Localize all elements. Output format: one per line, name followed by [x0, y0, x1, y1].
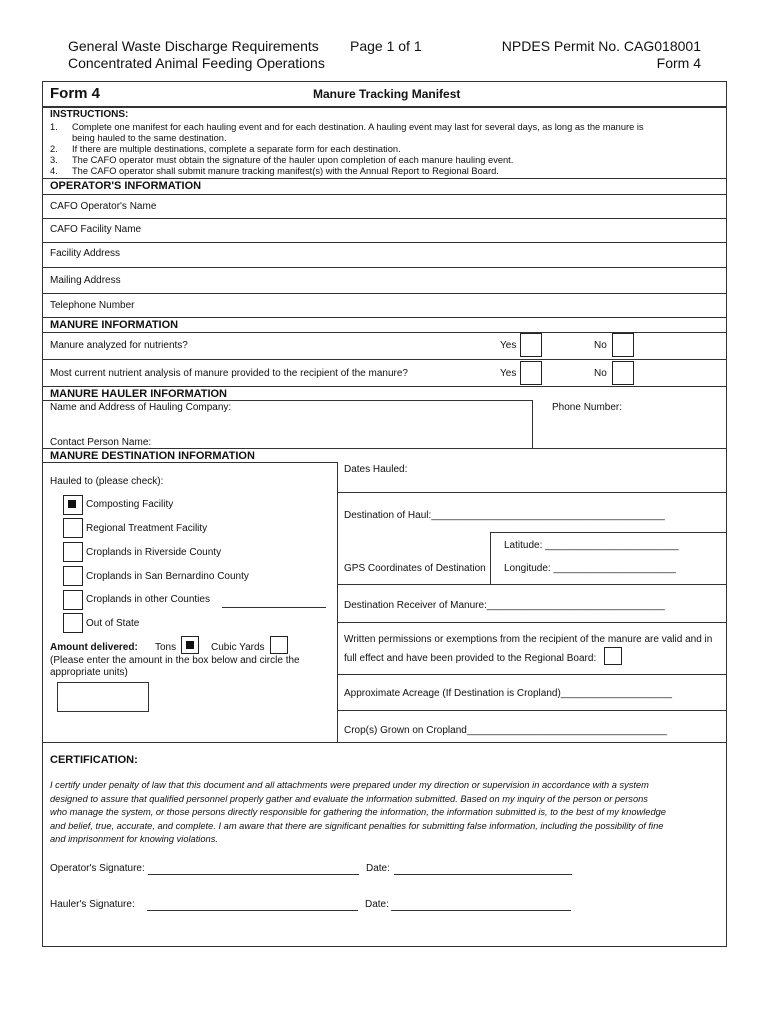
- composting-label: Composting Facility: [86, 499, 174, 510]
- hauler-signature-label: Hauler's Signature:: [50, 899, 135, 910]
- latitude-field[interactable]: Latitude: ________________________: [504, 540, 679, 551]
- san-bernardino-label: Croplands in San Bernardino County: [86, 571, 249, 582]
- amount-note-line1: (Please enter the amount in the box below and circle the: [50, 655, 300, 666]
- hauler-phone-field[interactable]: Phone Number:: [552, 402, 623, 413]
- written-permissions-checkbox[interactable]: [604, 647, 622, 665]
- certification-line: I certify under penalty of law that this document and all attachments were prepared under my direction or supervision in accordance with a system: [50, 780, 649, 790]
- instruction-item: 4. The CAFO operator shall submit manure tracking manifest(s) with the Annual Report to Regional Board.: [50, 166, 499, 176]
- san-bernardino-checkbox[interactable]: [63, 566, 83, 586]
- composting-checkbox[interactable]: [63, 495, 83, 515]
- no-label: No: [594, 368, 607, 379]
- hauler-heading: MANURE HAULER INFORMATION: [50, 388, 228, 400]
- tons-label: Tons: [155, 642, 177, 653]
- facility-address-field[interactable]: Facility Address: [50, 248, 121, 259]
- hauler-signature-line[interactable]: [147, 910, 358, 911]
- nutrient-analysis-yes-checkbox[interactable]: [520, 361, 542, 385]
- amount-note-line2: appropriate units): [50, 667, 128, 678]
- operator-date-label: Date:: [366, 863, 390, 874]
- contact-person-field[interactable]: Contact Person Name:: [50, 437, 152, 448]
- instruction-item: 1. Complete one manifest for each hauling event and for each destination. A hauling event may last for several days, as long as the manure is: [50, 122, 644, 132]
- instructions-heading: INSTRUCTIONS:: [50, 109, 129, 120]
- treatment-facility-label: Regional Treatment Facility: [86, 523, 208, 534]
- written-permissions-line2: full effect and have been provided to the Regional Board:: [344, 653, 597, 664]
- crops-field[interactable]: Crop(s) Grown on Cropland____________________________________: [344, 725, 668, 736]
- operator-signature-line[interactable]: [148, 874, 359, 875]
- dates-hauled-field[interactable]: Dates Hauled:: [344, 464, 408, 475]
- page-number: Page 1 of 1: [350, 38, 422, 54]
- form-number: Form 4: [50, 85, 101, 102]
- permit-number: NPDES Permit No. CAG018001: [501, 38, 701, 54]
- certification-line: who manage the system, or those persons directly responsible for gathering the information, the information submitted is, to the best of my knowledge: [50, 807, 666, 817]
- riverside-checkbox[interactable]: [63, 542, 83, 562]
- manure-analyzed-yes-checkbox[interactable]: [520, 333, 542, 357]
- acreage-field[interactable]: Approximate Acreage (If Destination is Cropland)____________________: [344, 688, 673, 699]
- yes-label: Yes: [500, 340, 517, 351]
- header-left-line2: Concentrated Animal Feeding Operations: [68, 55, 325, 71]
- certification-text: [50, 779, 725, 847]
- amount-input-box[interactable]: [57, 682, 149, 712]
- instruction-item: 2. If there are multiple destinations, complete a separate form for each destination.: [50, 144, 401, 154]
- facility-name-field[interactable]: CAFO Facility Name: [50, 224, 142, 235]
- treatment-facility-checkbox[interactable]: [63, 518, 83, 538]
- telephone-field[interactable]: Telephone Number: [50, 300, 135, 311]
- form-title: Manure Tracking Manifest: [313, 87, 461, 101]
- amount-delivered-label: Amount delivered:: [50, 642, 138, 653]
- out-of-state-checkbox[interactable]: [63, 613, 83, 633]
- instruction-item: being hauled to the same destination.: [72, 133, 227, 143]
- destination-of-haul-field[interactable]: Destination of Haul:__________________________________________: [344, 510, 665, 521]
- hauler-date-line[interactable]: [391, 910, 571, 911]
- tons-checkbox[interactable]: [181, 636, 199, 654]
- cubic-yards-label: Cubic Yards: [211, 642, 265, 653]
- operator-heading: OPERATOR'S INFORMATION: [50, 180, 202, 192]
- nutrient-analysis-no-checkbox[interactable]: [612, 361, 634, 385]
- riverside-label: Croplands in Riverside County: [86, 547, 222, 558]
- other-counties-label: Croplands in other Counties: [86, 594, 210, 605]
- manure-info-heading: MANURE INFORMATION: [50, 319, 179, 331]
- out-of-state-label: Out of State: [86, 618, 140, 629]
- gps-label: GPS Coordinates of Destination: [344, 563, 486, 574]
- certification-line: and belief, true, accurate, and complete. I am aware that there are significant penalties for submitting false information, including the possibility of fine: [50, 820, 664, 831]
- destination-heading: MANURE DESTINATION INFORMATION: [50, 450, 255, 462]
- receiver-field[interactable]: Destination Receiver of Manure:________________________________: [344, 600, 665, 611]
- instruction-item: 3. The CAFO operator must obtain the signature of the hauler upon completion of each manure hauling event.: [50, 155, 514, 165]
- header-left-line1: General Waste Discharge Requirements: [68, 38, 319, 54]
- operator-signature-label: Operator's Signature:: [50, 863, 145, 874]
- mailing-address-field[interactable]: Mailing Address: [50, 275, 121, 286]
- hauled-to-label: Hauled to (please check):: [50, 476, 164, 487]
- certification-line: designed to assure that qualified personnel properly gather and evaluate the information submitted. Based on my inquiry of the person or persons: [50, 793, 648, 804]
- certification-line: and imprisonment for knowing violations.: [50, 834, 218, 844]
- header-form-number: Form 4: [656, 55, 701, 71]
- written-permissions-line1: Written permissions or exemptions from the recipient of the manure are valid and in: [344, 634, 713, 645]
- form-title-bar: [42, 81, 727, 107]
- instructions-list: [50, 121, 720, 176]
- nutrient-analysis-question: Most current nutrient analysis of manure provided to the recipient of the manure?: [50, 368, 408, 379]
- manure-analyzed-question: Manure analyzed for nutrients?: [50, 340, 188, 351]
- operator-date-line[interactable]: [394, 874, 572, 875]
- yes-label: Yes: [500, 368, 517, 379]
- cubic-yards-checkbox[interactable]: [270, 636, 288, 654]
- certification-heading: CERTIFICATION:: [50, 754, 138, 766]
- manure-analyzed-no-checkbox[interactable]: [612, 333, 634, 357]
- operator-name-field[interactable]: CAFO Operator's Name: [50, 201, 157, 212]
- no-label: No: [594, 340, 607, 351]
- longitude-field[interactable]: Longitude: ______________________: [504, 563, 676, 574]
- other-counties-checkbox[interactable]: [63, 590, 83, 610]
- other-counties-line[interactable]: [222, 607, 326, 608]
- hauler-date-label: Date:: [365, 899, 389, 910]
- hauler-name-address-field[interactable]: Name and Address of Hauling Company:: [50, 402, 232, 413]
